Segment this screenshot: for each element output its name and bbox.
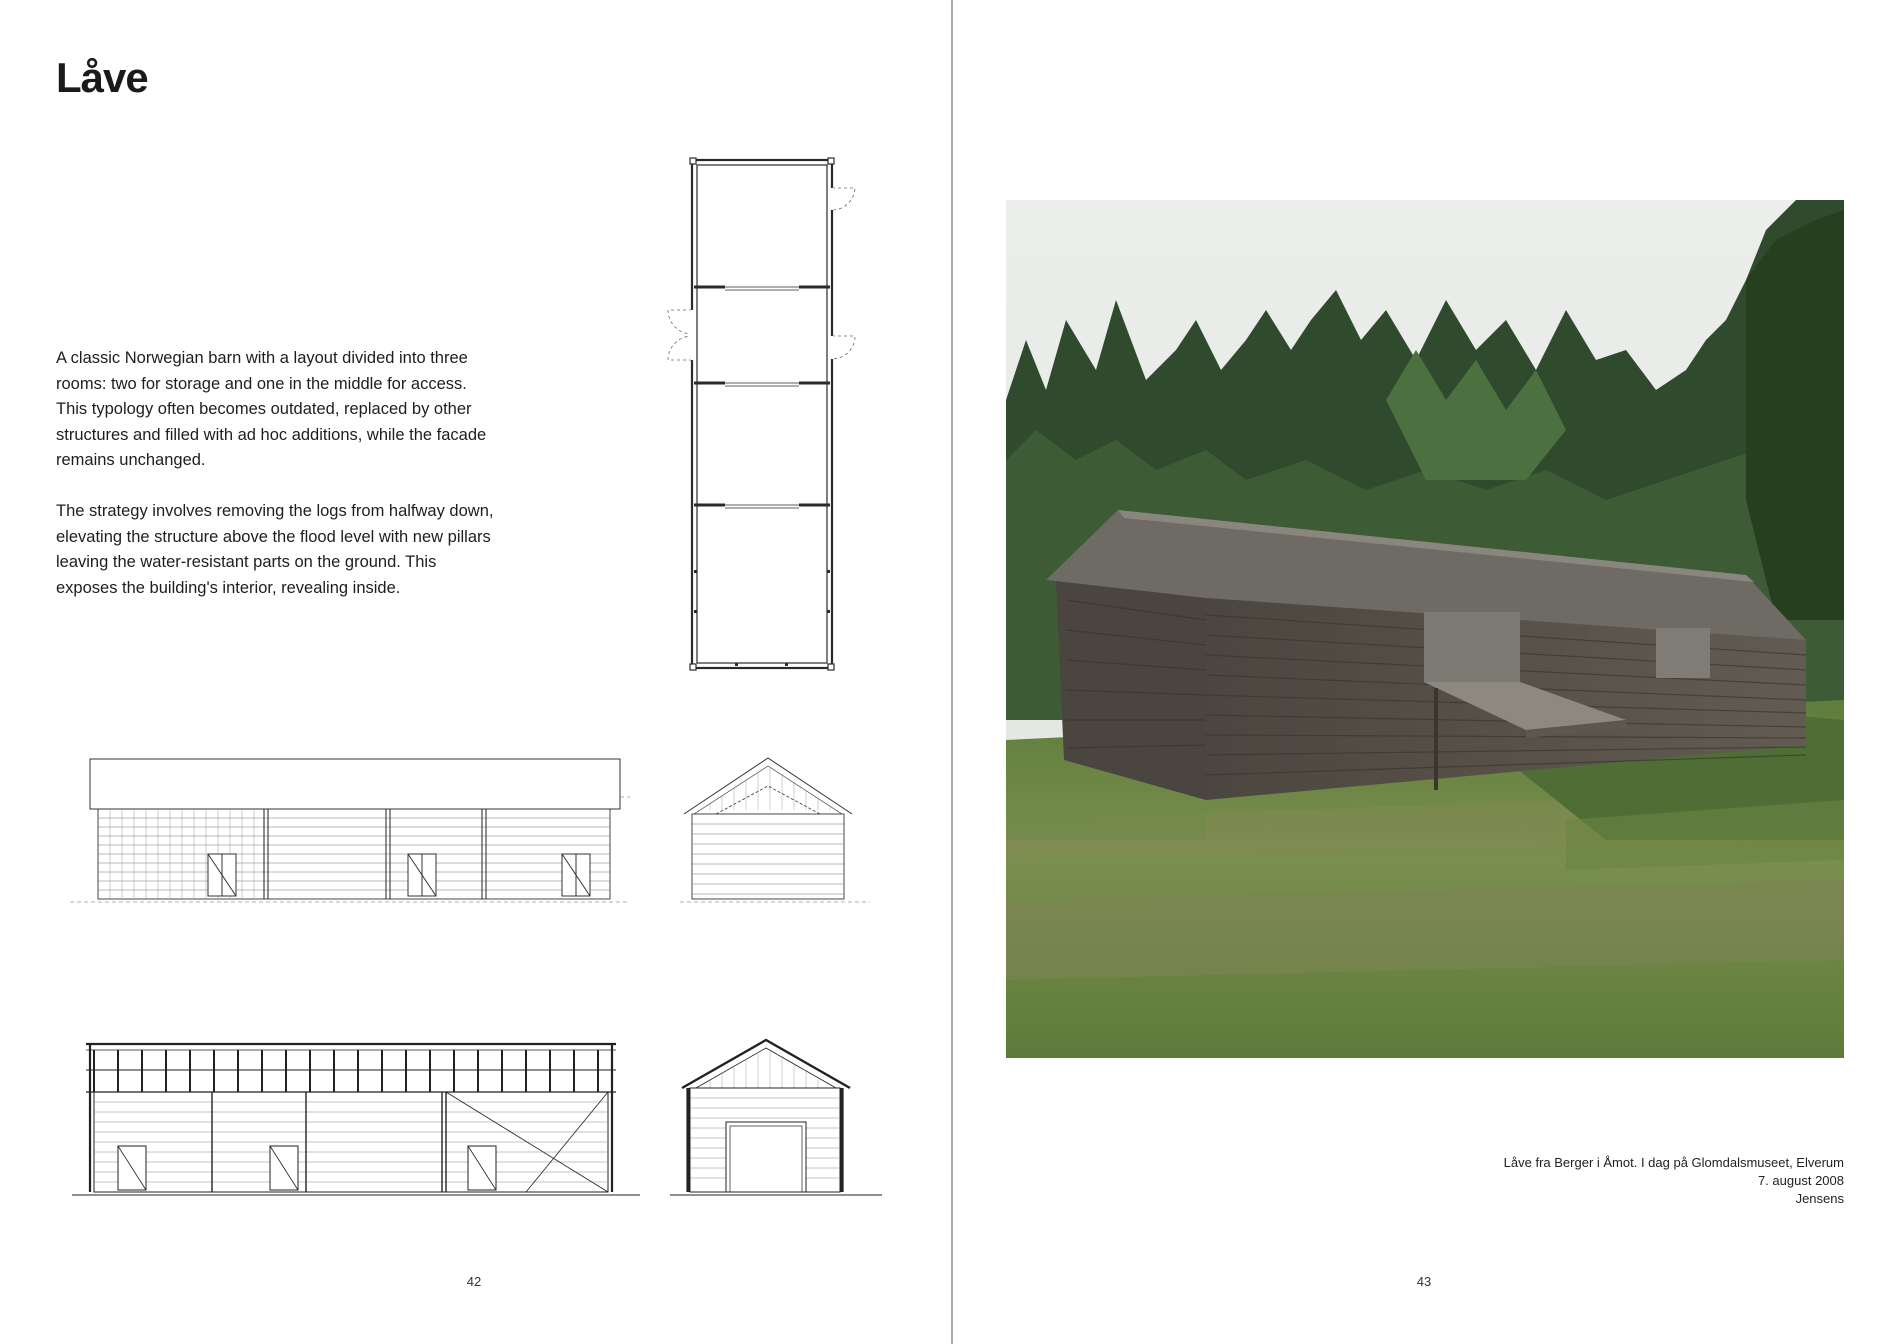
page-title: Låve [56,54,148,101]
caption-location: Låve fra Berger i Åmot. I dag på Glomdalsmuseet, Elverum [1503,1155,1844,1170]
body-text [56,346,496,626]
caption-date: 7. august 2008 [1757,1173,1844,1188]
gable-elevation-drawing [680,752,870,912]
side-elevation-drawing [70,752,630,912]
gable-section-drawing [670,1036,882,1204]
floor-plan-drawing [650,150,870,680]
page-number-right: 43 [1416,1274,1432,1289]
barn-photograph [1006,200,1844,1058]
side-section-drawing [70,1036,640,1204]
paragraph-strategy: The strategy involves removing the logs from halfway down, elevating the structure above the flood level with new pillars leaving the water-resistant parts on the ground. This exposes the building's interior, revealing inside. [56,501,494,597]
paragraph-intro: A classic Norwegian barn with a layout divided into three rooms: two for storage and one in the middle for access. This typology often becomes outdated, replaced by other structures and filled with ad hoc additions, while the facade remains unchanged. [56,349,487,470]
page-number-left: 42 [466,1274,482,1289]
photo-caption [1344,1154,1844,1208]
caption-credit: Jensens [1795,1191,1844,1206]
